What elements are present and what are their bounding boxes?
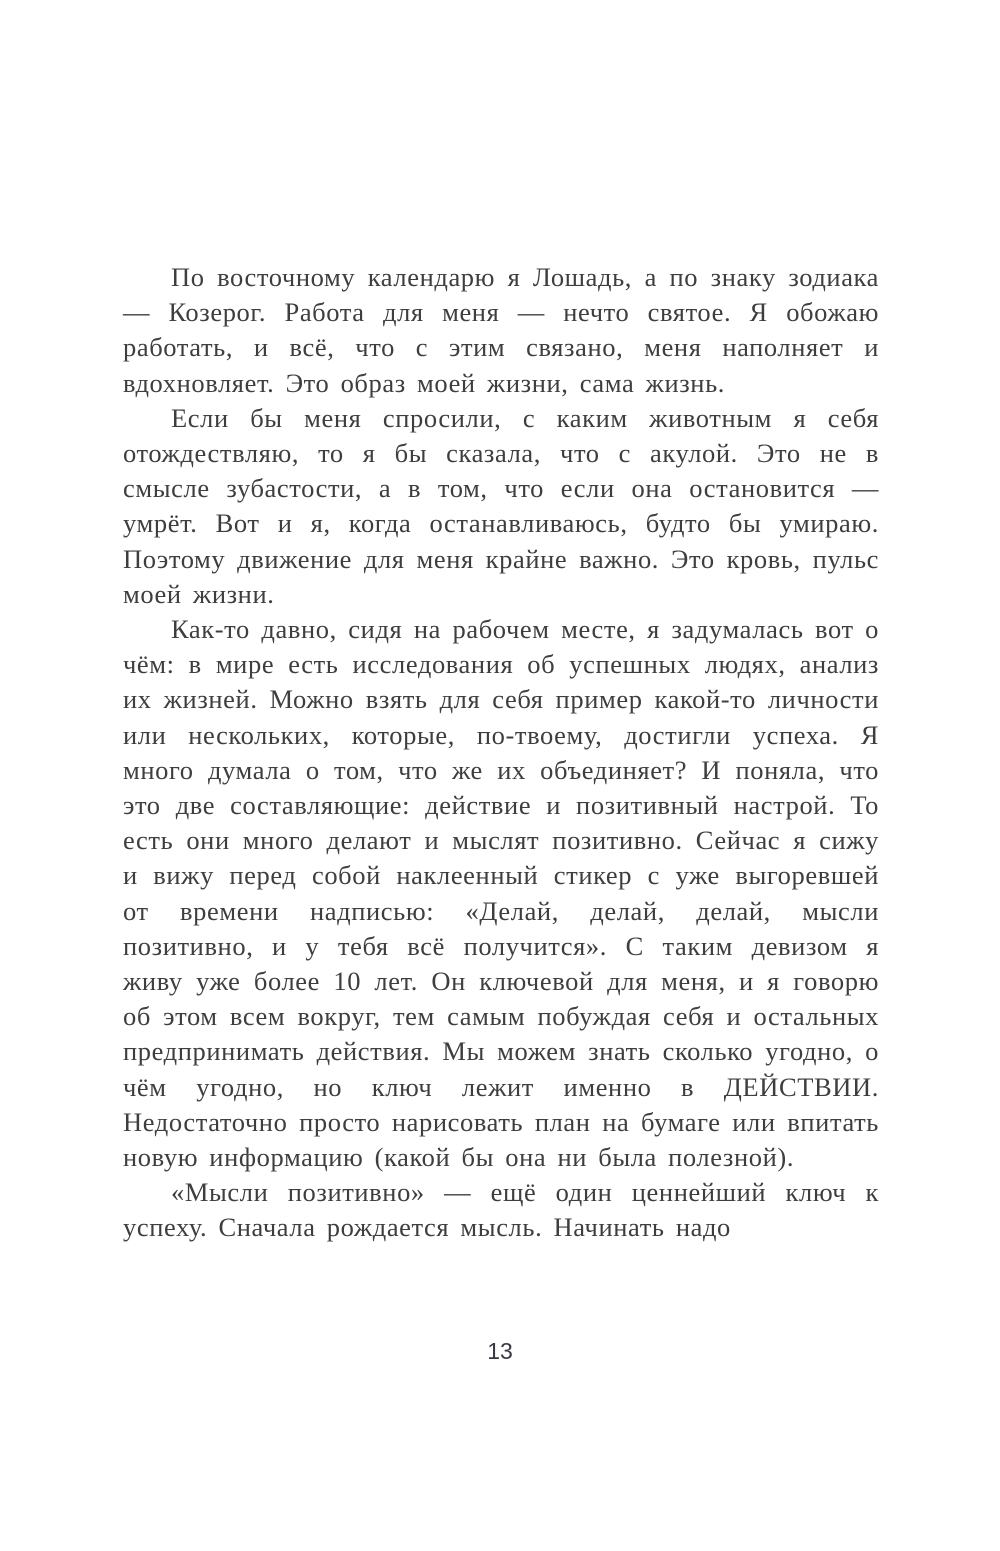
paragraph-4: «Мысли позитивно» — ещё один ценнейший ключ к успеху. Сначала рождается мысль. Начинать надо [123,1177,879,1243]
body-text [123,260,879,1246]
paragraph-2: Если бы меня спросили, с каким животным я себя отождествляю, то я бы сказала, что с акулой. Это не в смысле зубастости, а в том, что если она остановится — умрёт. Вот и я, когда останавливаюсь, будто бы умираю. Поэтому движение для меня крайне важно. Это кровь, пульс моей жизни. [123,402,879,609]
paragraph-1: По восточному календарю я Лошадь, а по знаку зодиака — Козерог. Работа для меня — нечто святое. Я обожаю работать, и всё, что с этим связано, меня наполняет и вдохновляет. Это образ моей жизни, сама жизнь. [123,262,879,398]
page-number: 13 [487,1338,513,1364]
paragraph-3: Как-то давно, сидя на рабочем месте, я задумалась вот о чём: в мире есть исследования об успешных людях, анализ их жизней. Можно взять для себя пример какой-то личности или нескольких, которые, по-твоему, достигли успеха. Я много думала о том, что же их объединяет? И поняла, что это две составляющие: действие и позитивный настрой. То есть они много делают и мыслят позитивно. Сейчас я сижу и вижу перед собой наклеенный стикер с уже выгоревшей от времени надписью: «Делай, делай, делай, мысли позитивно, и у тебя всё получится». С таким девизом я живу уже более 10 лет. Он ключевой для меня, и я говорю об этом всем вокруг, тем самым побуждая себя и остальных предпринимать действия. Мы можем знать сколько угодно, о чём угодно, но ключ лежит именно в ДЕЙСТВИИ. Недостаточно просто нарисовать план на бумаге или впитать новую информацию (какой бы она ни была полезной). [123,614,879,1173]
